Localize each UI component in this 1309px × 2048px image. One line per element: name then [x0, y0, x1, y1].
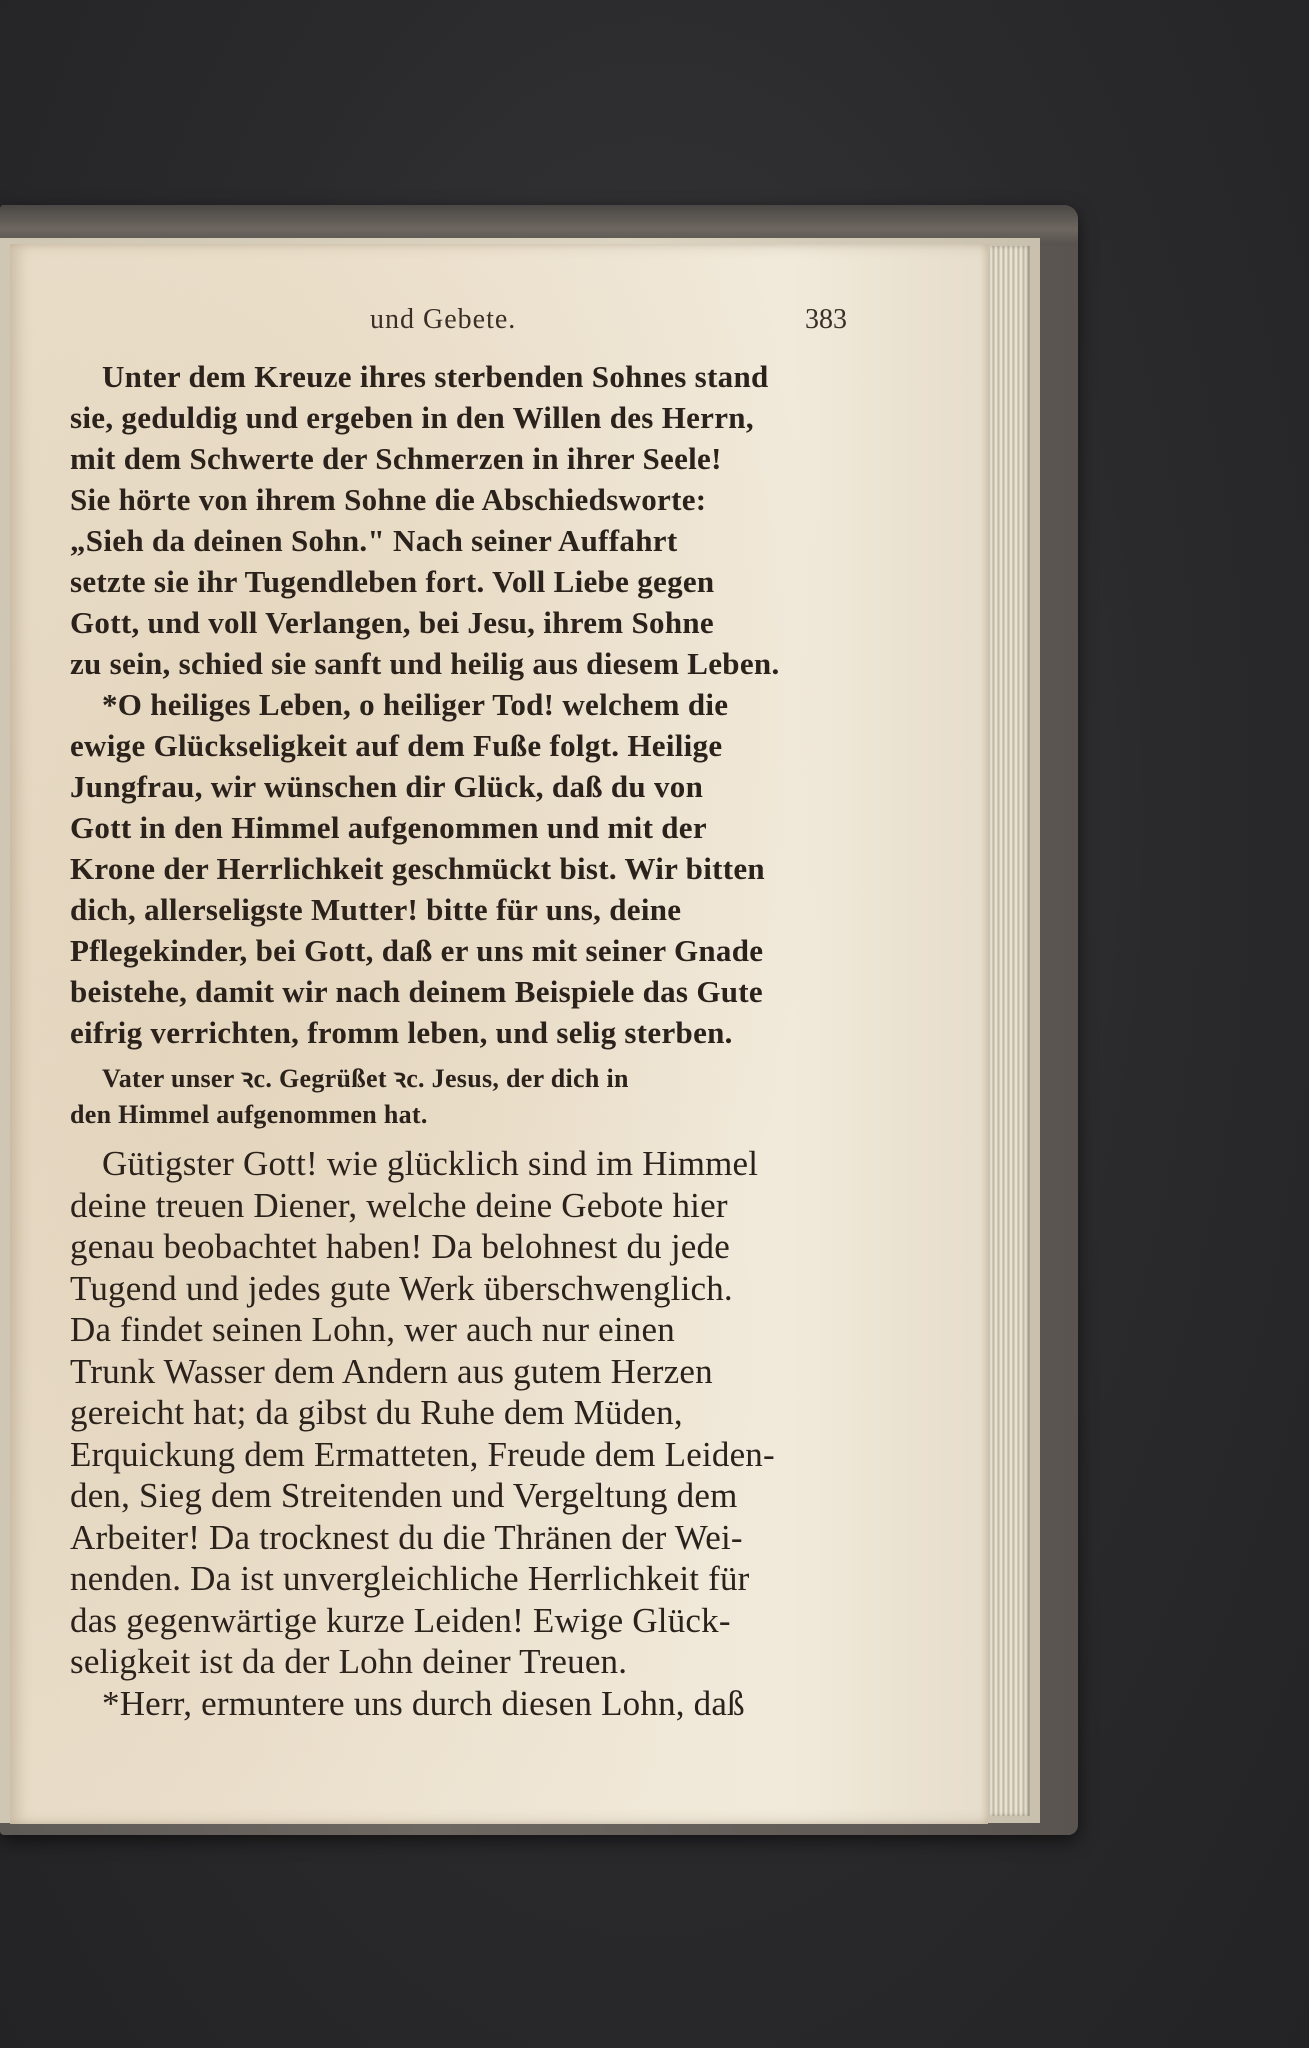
text-line: setzte sie ihr Tugendleben fort. Voll Liebe gegen — [70, 564, 715, 599]
page-edges — [990, 246, 1030, 1816]
text-line: *Herr, ermuntere uns durch diesen Lohn, daß — [102, 1683, 745, 1723]
body-text — [70, 356, 870, 1724]
book-page — [10, 244, 988, 1824]
text-line: deine treuen Diener, welche deine Gebote hier — [70, 1185, 728, 1225]
text-line: Gütigster Gott! wie glücklich sind im Himmel — [102, 1144, 759, 1183]
paragraph-3 — [70, 1143, 870, 1683]
text-line: Sie hörte von ihrem Sohne die Abschiedsworte: — [70, 482, 707, 517]
text-line: ewige Glückseligkeit auf dem Fuße folgt. Heilige — [70, 728, 723, 763]
text-line: sie, geduldig und ergeben in den Willen des Herrn, — [70, 400, 754, 435]
text-line: Gott in den Himmel aufgenommen und mit der — [70, 810, 707, 845]
paragraph-2 — [70, 684, 870, 1053]
text-line: Krone der Herrlichkeit geschmückt bist. Wir bitten — [70, 851, 765, 886]
text-line: Trunk Wasser dem Andern aus gutem Herzen — [70, 1351, 713, 1391]
text-line: gereicht hat; da gibst du Ruhe dem Müden, — [70, 1393, 683, 1432]
header-title: und Gebete. — [370, 304, 517, 335]
text-line: eifrig verrichten, fromm leben, und selig sterben. — [70, 1015, 733, 1050]
running-head — [10, 304, 988, 344]
paragraph-prayer-note — [70, 1061, 870, 1133]
spacer — [70, 1053, 870, 1061]
text-line: Arbeiter! Da trocknest du die Thränen der Wei- — [70, 1517, 743, 1557]
text-line: beistehe, damit wir nach deinem Beispiele das Gute — [70, 974, 763, 1009]
text-line: den Himmel aufgenommen hat. — [70, 1100, 428, 1129]
paragraph-4 — [70, 1683, 870, 1725]
text-line: Jungfrau, wir wünschen dir Glück, daß du von — [70, 769, 704, 804]
text-line: Erquickung dem Ermatteten, Freude dem Leiden- — [70, 1434, 775, 1474]
text-line: Da findet seinen Lohn, wer auch nur einen — [70, 1310, 675, 1349]
text-line: seligkeit ist da der Lohn deiner Treuen. — [70, 1642, 628, 1681]
text-line: dich, allerseligste Mutter! bitte für uns, deine — [70, 892, 682, 927]
text-line: nenden. Da ist unvergleichliche Herrlichkeit für — [70, 1559, 750, 1598]
text-line: „Sieh da deinen Sohn." Nach seiner Auffahrt — [70, 523, 678, 558]
text-line: genau beobachtet haben! Da belohnest du jede — [70, 1227, 730, 1266]
text-line: Unter dem Kreuze ihres sterbenden Sohnes stand — [102, 359, 769, 394]
text-line: das gegenwärtige kurze Leiden! Ewige Glück- — [70, 1600, 731, 1640]
text-line: mit dem Schwerte der Schmerzen in ihrer Seele! — [70, 441, 722, 476]
text-line: Vater unser ꝛc. Gegrüßet ꝛc. Jesus, der dich in — [102, 1064, 629, 1093]
paragraph-1 — [70, 356, 870, 684]
page-number: 383 — [805, 304, 847, 335]
text-line: den, Sieg dem Streitenden und Vergeltung dem — [70, 1476, 738, 1515]
text-line: Pflegekinder, bei Gott, daß er uns mit seiner Gnade — [70, 933, 764, 968]
spacer — [70, 1133, 870, 1143]
text-line: Gott, und voll Verlangen, bei Jesu, ihrem Sohne — [70, 605, 714, 640]
text-line: zu sein, schied sie sanft und heilig aus diesem Leben. — [70, 646, 780, 681]
text-line: Tugend und jedes gute Werk überschwenglich. — [70, 1268, 733, 1308]
text-line: *O heiliges Leben, o heiliger Tod! welchem die — [102, 687, 729, 722]
